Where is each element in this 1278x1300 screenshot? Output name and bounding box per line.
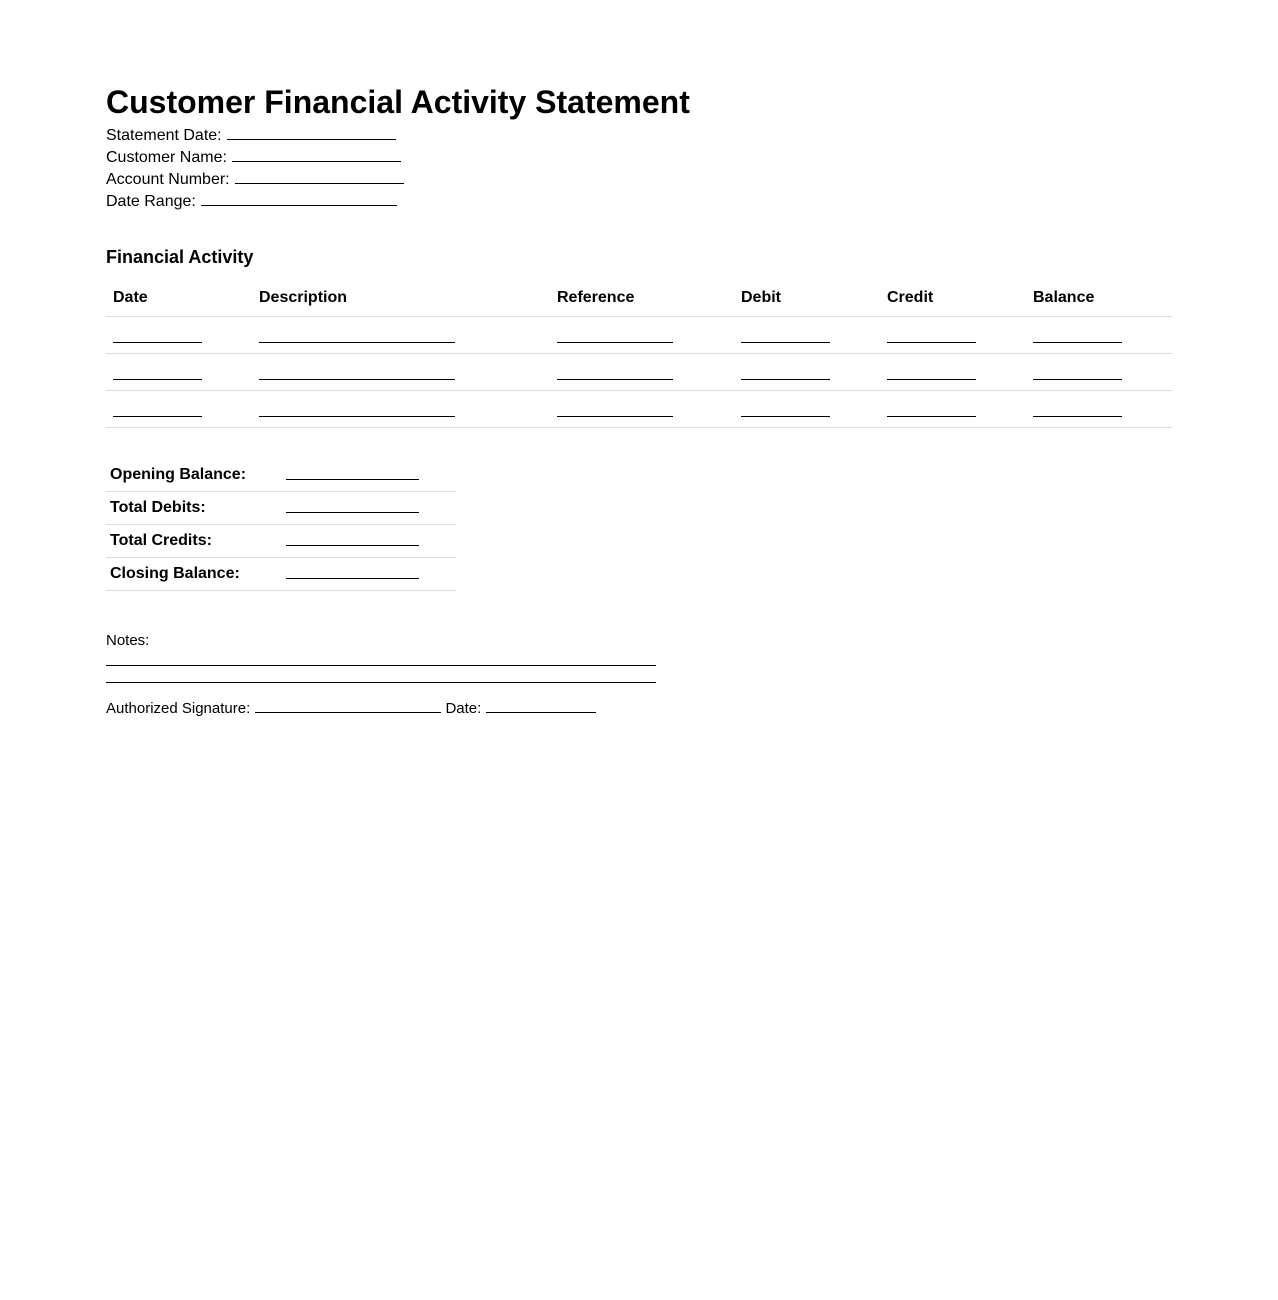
notes-label: Notes: <box>106 632 150 649</box>
total-credits-field[interactable] <box>286 525 456 558</box>
account-number-field[interactable] <box>235 169 404 184</box>
debit-cell[interactable] <box>734 354 880 391</box>
reference-cell[interactable] <box>550 354 734 391</box>
customer-name-label: Customer Name: <box>106 149 227 166</box>
date-cell[interactable] <box>106 317 252 354</box>
notes-line-1[interactable] <box>106 665 656 666</box>
balance-cell[interactable] <box>1026 317 1172 354</box>
page-title: Customer Financial Activity Statement <box>106 84 690 120</box>
statement-date-row <box>106 125 404 147</box>
account-number-row <box>106 169 404 191</box>
description-cell[interactable] <box>252 354 550 391</box>
description-cell[interactable] <box>252 391 550 428</box>
table-row <box>106 391 1172 428</box>
credit-cell[interactable] <box>880 354 1026 391</box>
credit-cell[interactable] <box>880 391 1026 428</box>
account-number-label: Account Number: <box>106 171 230 188</box>
column-header-debit: Debit <box>734 280 880 317</box>
debit-cell[interactable] <box>734 317 880 354</box>
statement-date-label: Statement Date: <box>106 127 222 144</box>
balance-cell[interactable] <box>1026 354 1172 391</box>
date-range-field[interactable] <box>201 191 397 206</box>
opening-balance-label: Opening Balance: <box>106 459 286 492</box>
reference-cell[interactable] <box>550 317 734 354</box>
opening-balance-field[interactable] <box>286 459 456 492</box>
total-credits-label: Total Credits: <box>106 525 286 558</box>
closing-balance-field[interactable] <box>286 558 456 591</box>
customer-name-row <box>106 147 404 169</box>
column-header-reference: Reference <box>550 280 734 317</box>
closing-balance-row <box>106 558 456 591</box>
reference-cell[interactable] <box>550 391 734 428</box>
column-header-credit: Credit <box>880 280 1026 317</box>
total-debits-label: Total Debits: <box>106 492 286 525</box>
credit-cell[interactable] <box>880 317 1026 354</box>
total-debits-row <box>106 492 456 525</box>
statement-date-field[interactable] <box>227 125 396 140</box>
authorized-signature-label: Authorized Signature: <box>106 700 251 717</box>
closing-balance-label: Closing Balance: <box>106 558 286 591</box>
total-credits-row <box>106 525 456 558</box>
customer-name-field[interactable] <box>232 147 401 162</box>
date-range-row <box>106 191 404 213</box>
signature-date-field[interactable] <box>486 698 596 713</box>
signature-date-label: Date: <box>445 700 482 717</box>
table-row <box>106 354 1172 391</box>
date-cell[interactable] <box>106 354 252 391</box>
column-header-balance: Balance <box>1026 280 1172 317</box>
authorized-signature-field[interactable] <box>255 698 441 713</box>
table-header-row <box>106 280 1172 317</box>
debit-cell[interactable] <box>734 391 880 428</box>
column-header-date: Date <box>106 280 252 317</box>
total-debits-field[interactable] <box>286 492 456 525</box>
notes-line-2[interactable] <box>106 682 656 683</box>
date-range-label: Date Range: <box>106 193 196 210</box>
financial-activity-table <box>106 280 1172 428</box>
column-header-description: Description <box>252 280 550 317</box>
financial-activity-heading: Financial Activity <box>106 247 254 267</box>
signature-row <box>106 698 596 719</box>
table-row <box>106 317 1172 354</box>
balance-cell[interactable] <box>1026 391 1172 428</box>
statement-meta <box>106 125 404 213</box>
description-cell[interactable] <box>252 317 550 354</box>
date-cell[interactable] <box>106 391 252 428</box>
opening-balance-row <box>106 459 456 492</box>
balance-summary-table <box>106 459 456 591</box>
